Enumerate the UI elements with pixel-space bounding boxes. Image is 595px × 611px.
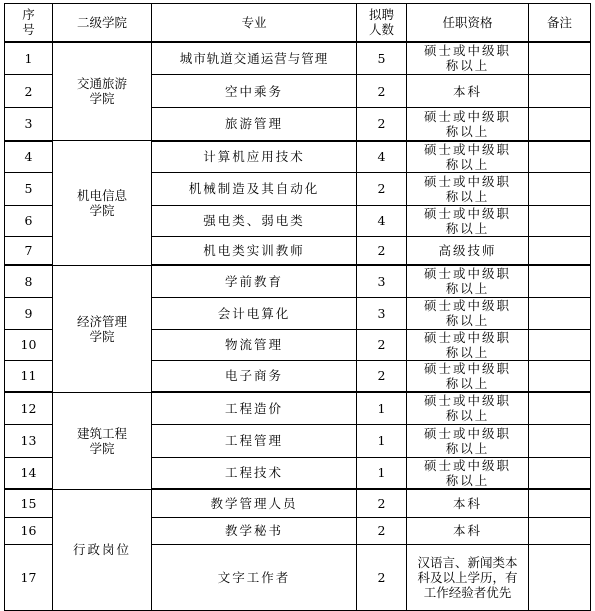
major-cell: 工程技术 [152,457,357,489]
count-cell: 2 [357,489,407,517]
count-cell: 2 [357,360,407,392]
row-no: 10 [5,329,53,360]
major-cell: 计算机应用技术 [152,141,357,173]
qualification-cell: 硕士或中级职称以上 [407,392,529,424]
major-cell: 教学秘书 [152,517,357,544]
qualification-cell: 硕士或中级职称以上 [407,424,529,457]
qualification-cell: 硕士或中级职称以上 [407,108,529,141]
count-cell: 2 [357,236,407,265]
major-cell: 空中乘务 [152,75,357,108]
header-row [5,4,591,42]
college-cell: 机电信息学院 [53,141,152,266]
major-cell: 旅游管理 [152,108,357,141]
major-cell: 会计电算化 [152,297,357,329]
major-cell: 文字工作者 [152,544,357,610]
remarks-cell [529,329,591,360]
count-cell: 2 [357,544,407,610]
remarks-cell [529,457,591,489]
major-cell: 教学管理人员 [152,489,357,517]
count-cell: 5 [357,42,407,75]
recruitment-table [4,3,591,611]
row-no: 16 [5,517,53,544]
row-no: 13 [5,424,53,457]
row-no: 5 [5,172,53,205]
count-cell: 1 [357,457,407,489]
row-no: 4 [5,141,53,173]
qualification-cell: 本科 [407,75,529,108]
college-cell: 交通旅游学院 [53,42,152,141]
count-cell: 4 [357,205,407,236]
qualification-cell: 硕士或中级职称以上 [407,205,529,236]
row-no: 1 [5,42,53,75]
table-row [5,489,591,517]
qualification-cell: 本科 [407,517,529,544]
count-cell: 1 [357,392,407,424]
remarks-cell [529,141,591,173]
remarks-cell [529,42,591,75]
remarks-cell [529,265,591,297]
count-cell: 4 [357,141,407,173]
count-cell: 1 [357,424,407,457]
remarks-cell [529,544,591,610]
qualification-cell: 硕士或中级职称以上 [407,42,529,75]
major-cell: 工程造价 [152,392,357,424]
qualification-cell: 硕士或中级职称以上 [407,265,529,297]
row-no: 14 [5,457,53,489]
qualification-cell: 硕士或中级职称以上 [407,457,529,489]
college-cell: 经济管理学院 [53,265,152,392]
qualification-cell: 高级技师 [407,236,529,265]
remarks-cell [529,489,591,517]
row-no: 12 [5,392,53,424]
major-cell: 强电类、弱电类 [152,205,357,236]
row-no: 17 [5,544,53,610]
table-row [5,265,591,297]
count-cell: 3 [357,297,407,329]
header-college: 二级学院 [53,4,152,42]
major-cell: 学前教育 [152,265,357,297]
qualification-cell: 硕士或中级职称以上 [407,297,529,329]
row-no: 15 [5,489,53,517]
header-major: 专业 [152,4,357,42]
row-no: 8 [5,265,53,297]
table-row [5,392,591,424]
header-qualification: 任职资格 [407,4,529,42]
remarks-cell [529,424,591,457]
remarks-cell [529,360,591,392]
row-no: 7 [5,236,53,265]
remarks-cell [529,297,591,329]
college-cell: 建筑工程学院 [53,392,152,489]
remarks-cell [529,236,591,265]
major-cell: 城市轨道交通运营与管理 [152,42,357,75]
qualification-cell: 本科 [407,489,529,517]
row-no: 6 [5,205,53,236]
table-row [5,141,591,173]
major-cell: 物流管理 [152,329,357,360]
qualification-cell: 硕士或中级职称以上 [407,172,529,205]
remarks-cell [529,75,591,108]
count-cell: 2 [357,517,407,544]
major-cell: 工程管理 [152,424,357,457]
remarks-cell [529,172,591,205]
remarks-cell [529,392,591,424]
row-no: 3 [5,108,53,141]
major-cell: 机电类实训教师 [152,236,357,265]
count-cell: 2 [357,75,407,108]
remarks-cell [529,517,591,544]
count-cell: 2 [357,108,407,141]
college-cell: 行政岗位 [53,489,152,610]
qualification-cell: 汉语言、新闻类本科及以上学历，有工作经验者优先 [407,544,529,610]
count-cell: 3 [357,265,407,297]
qualification-cell: 硕士或中级职称以上 [407,329,529,360]
remarks-cell [529,108,591,141]
header-count: 拟聘人数 [357,4,407,42]
count-cell: 2 [357,172,407,205]
row-no: 2 [5,75,53,108]
qualification-cell: 硕士或中级职称以上 [407,141,529,173]
header-remarks: 备注 [529,4,591,42]
table-row [5,42,591,75]
major-cell: 机械制造及其自动化 [152,172,357,205]
header-no: 序号 [5,4,53,42]
major-cell: 电子商务 [152,360,357,392]
row-no: 11 [5,360,53,392]
qualification-cell: 硕士或中级职称以上 [407,360,529,392]
remarks-cell [529,205,591,236]
count-cell: 2 [357,329,407,360]
row-no: 9 [5,297,53,329]
